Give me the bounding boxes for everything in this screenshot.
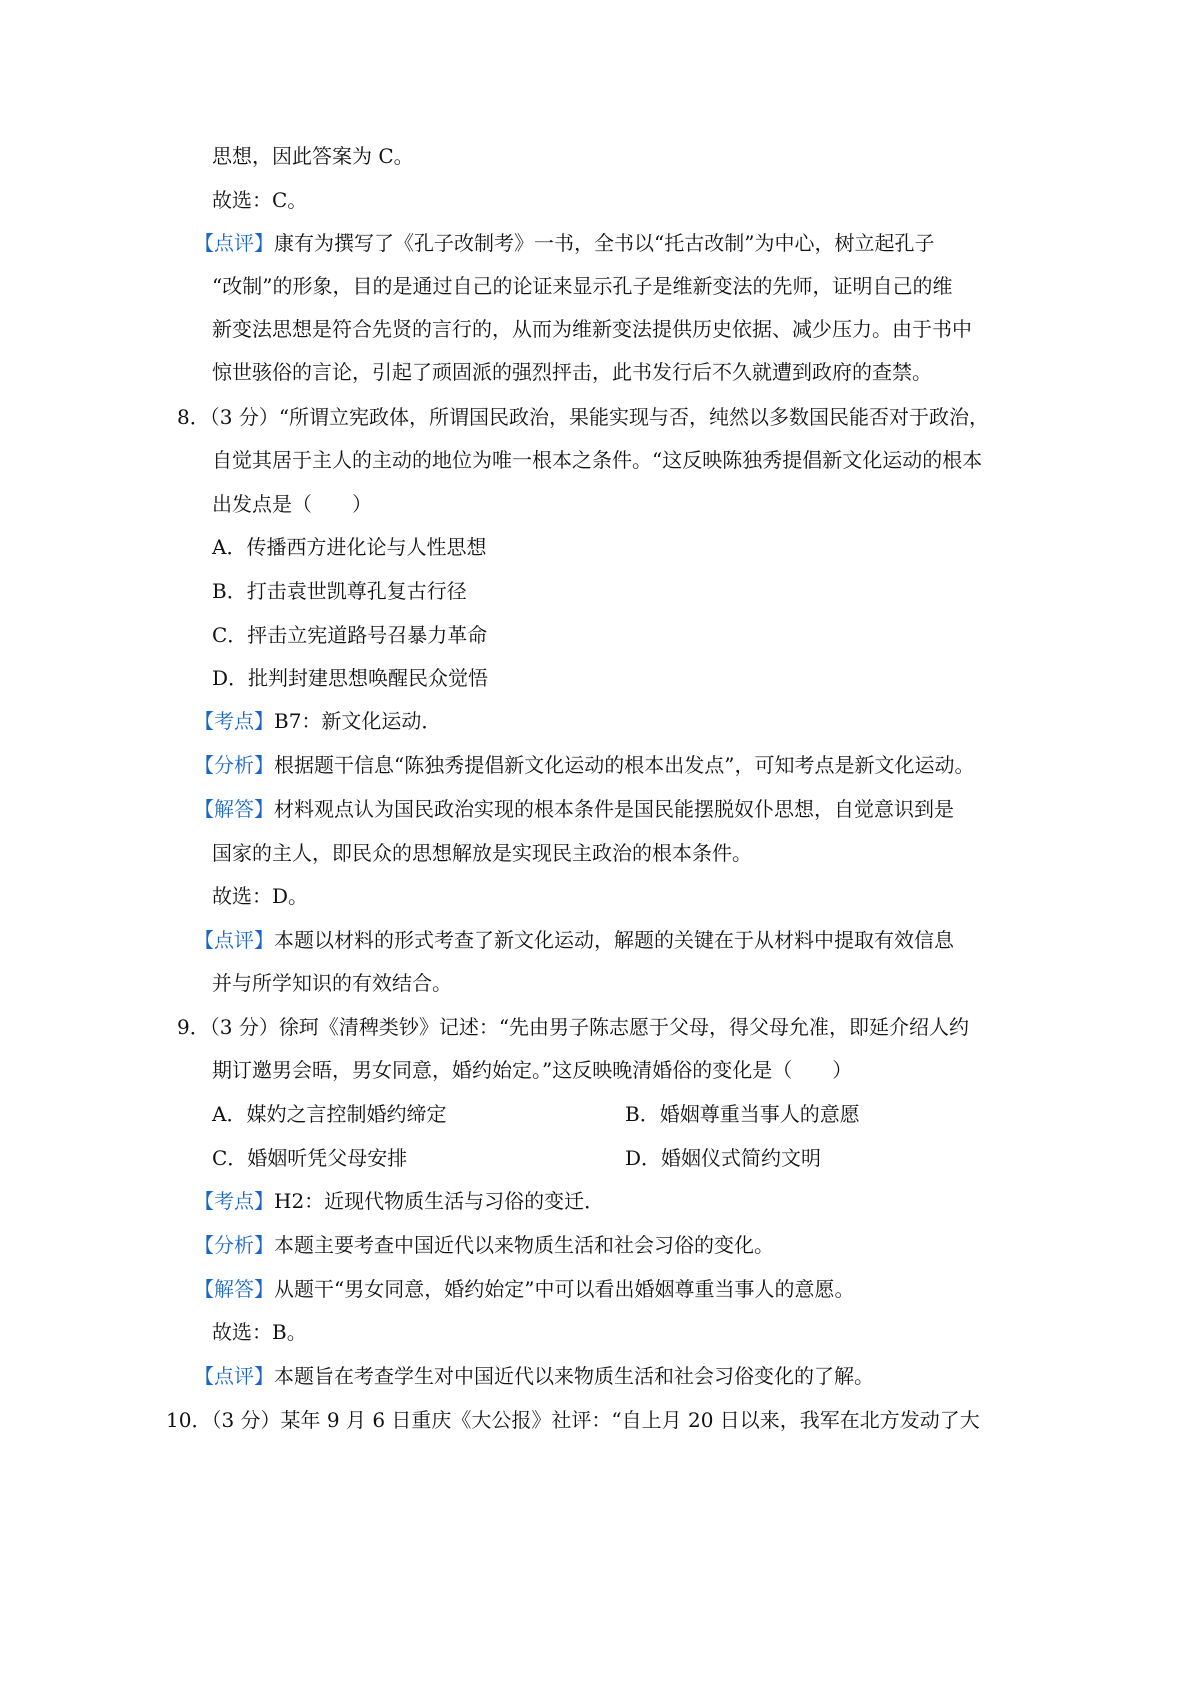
q8-kaodian: 【考点】B7：新文化运动． bbox=[194, 709, 442, 733]
q9-dianping: 【点评】本题旨在考查学生对中国近代以来物质生活和社会习俗变化的了解。 bbox=[194, 1364, 874, 1388]
q10-number: 10． bbox=[166, 1408, 212, 1432]
q9-option-c: C．婚姻听凭父母安排 bbox=[212, 1146, 408, 1170]
q8-stem-line-1: 8．（3 分）“所谓立宪政体，所谓国民政治，果能实现与否，纯然以多数国民能否对于政治， bbox=[177, 405, 990, 429]
q7-comment-line-4: 惊世骇俗的言论，引起了顽固派的强烈抨击，此书发行后不久就遭到政府的查禁。 bbox=[212, 360, 932, 384]
q8-dianping-line-2: 并与所学知识的有效结合。 bbox=[212, 971, 452, 995]
q8-choice: 故选：D。 bbox=[212, 884, 309, 908]
q10-stem-line-1: 10．（3 分）某年 9 月 6 日重庆《大公报》社评：“自上月 20 日以来，我军在北方发动了大 bbox=[166, 1408, 980, 1432]
dianping-tag: 【点评】 bbox=[194, 1364, 274, 1388]
q8-stem-line-3: 出发点是（ ） bbox=[212, 492, 372, 516]
comment-tag: 【点评】 bbox=[194, 231, 274, 255]
fenxi-tag: 【分析】 bbox=[194, 1233, 274, 1257]
jieda-tag: 【解答】 bbox=[194, 797, 274, 821]
q9-choice: 故选：B。 bbox=[212, 1320, 307, 1344]
q8-number: 8． bbox=[177, 405, 210, 429]
q8-fenxi: 【分析】根据题干信息“陈独秀提倡新文化运动的根本出发点”，可知考点是新文化运动。 bbox=[194, 753, 975, 777]
q8-jieda-line-2: 国家的主人，即民众的思想解放是实现民主政治的根本条件。 bbox=[212, 841, 752, 865]
q9-stem-line-2: 期订邀男会晤，男女同意，婚约始定。”这反映晚清婚俗的变化是（ ） bbox=[212, 1058, 853, 1082]
kaodian-tag: 【考点】 bbox=[194, 709, 274, 733]
q8-jieda-line-1: 【解答】材料观点认为国民政治实现的根本条件是国民能摆脱奴仆思想，自觉意识到是 bbox=[194, 797, 954, 821]
q9-option-b: B．婚姻尊重当事人的意愿 bbox=[625, 1102, 860, 1126]
dianping-tag: 【点评】 bbox=[194, 928, 274, 952]
q9-option-a: A．媒妁之言控制婚约缔定 bbox=[212, 1102, 447, 1126]
q8-option-c: C．抨击立宪道路号召暴力革命 bbox=[212, 623, 488, 647]
q7-choice: 故选：C。 bbox=[212, 188, 308, 212]
q8-option-a: A．传播西方进化论与人性思想 bbox=[212, 535, 487, 559]
q7-answer-line: 思想，因此答案为 C。 bbox=[212, 144, 414, 168]
q7-comment-line-2: “改制”的形象，目的是通过自己的论证来显示孔子是维新变法的先师，证明自己的维 bbox=[212, 274, 953, 298]
fenxi-tag: 【分析】 bbox=[194, 753, 274, 777]
q9-fenxi: 【分析】本题主要考查中国近代以来物质生活和社会习俗的变化。 bbox=[194, 1233, 774, 1257]
q7-comment-line-1: 【点评】康有为撰写了《孔子改制考》一书，全书以“托古改制”为中心，树立起孔子 bbox=[194, 231, 935, 255]
q9-jieda: 【解答】从题干“男女同意，婚约始定”中可以看出婚姻尊重当事人的意愿。 bbox=[194, 1277, 855, 1301]
q8-stem-line-2: 自觉其居于主人的主动的地位为唯一根本之条件。“这反映陈独秀提倡新文化运动的根本 bbox=[212, 448, 983, 472]
q8-option-b: B．打击袁世凯尊孔复古行径 bbox=[212, 579, 467, 603]
jieda-tag: 【解答】 bbox=[194, 1277, 274, 1301]
q9-option-d: D．婚姻仪式简约文明 bbox=[625, 1146, 822, 1170]
q9-number: 9． bbox=[177, 1015, 210, 1039]
kaodian-tag: 【考点】 bbox=[194, 1189, 274, 1213]
q8-option-d: D．批判封建思想唤醒民众觉悟 bbox=[212, 666, 489, 690]
q8-dianping-line-1: 【点评】本题以材料的形式考查了新文化运动，解题的关键在于从材料中提取有效信息 bbox=[194, 928, 954, 952]
q9-kaodian: 【考点】H2：近现代物质生活与习俗的变迁． bbox=[194, 1189, 605, 1213]
q7-comment-line-3: 新变法思想是符合先贤的言行的，从而为维新变法提供历史依据、减少压力。由于书中 bbox=[212, 317, 972, 341]
q9-stem-line-1: 9．（3 分）徐珂《清稗类钞》记述：“先由男子陈志愿于父母，得父母允准，即延介绍人约 bbox=[177, 1015, 970, 1039]
